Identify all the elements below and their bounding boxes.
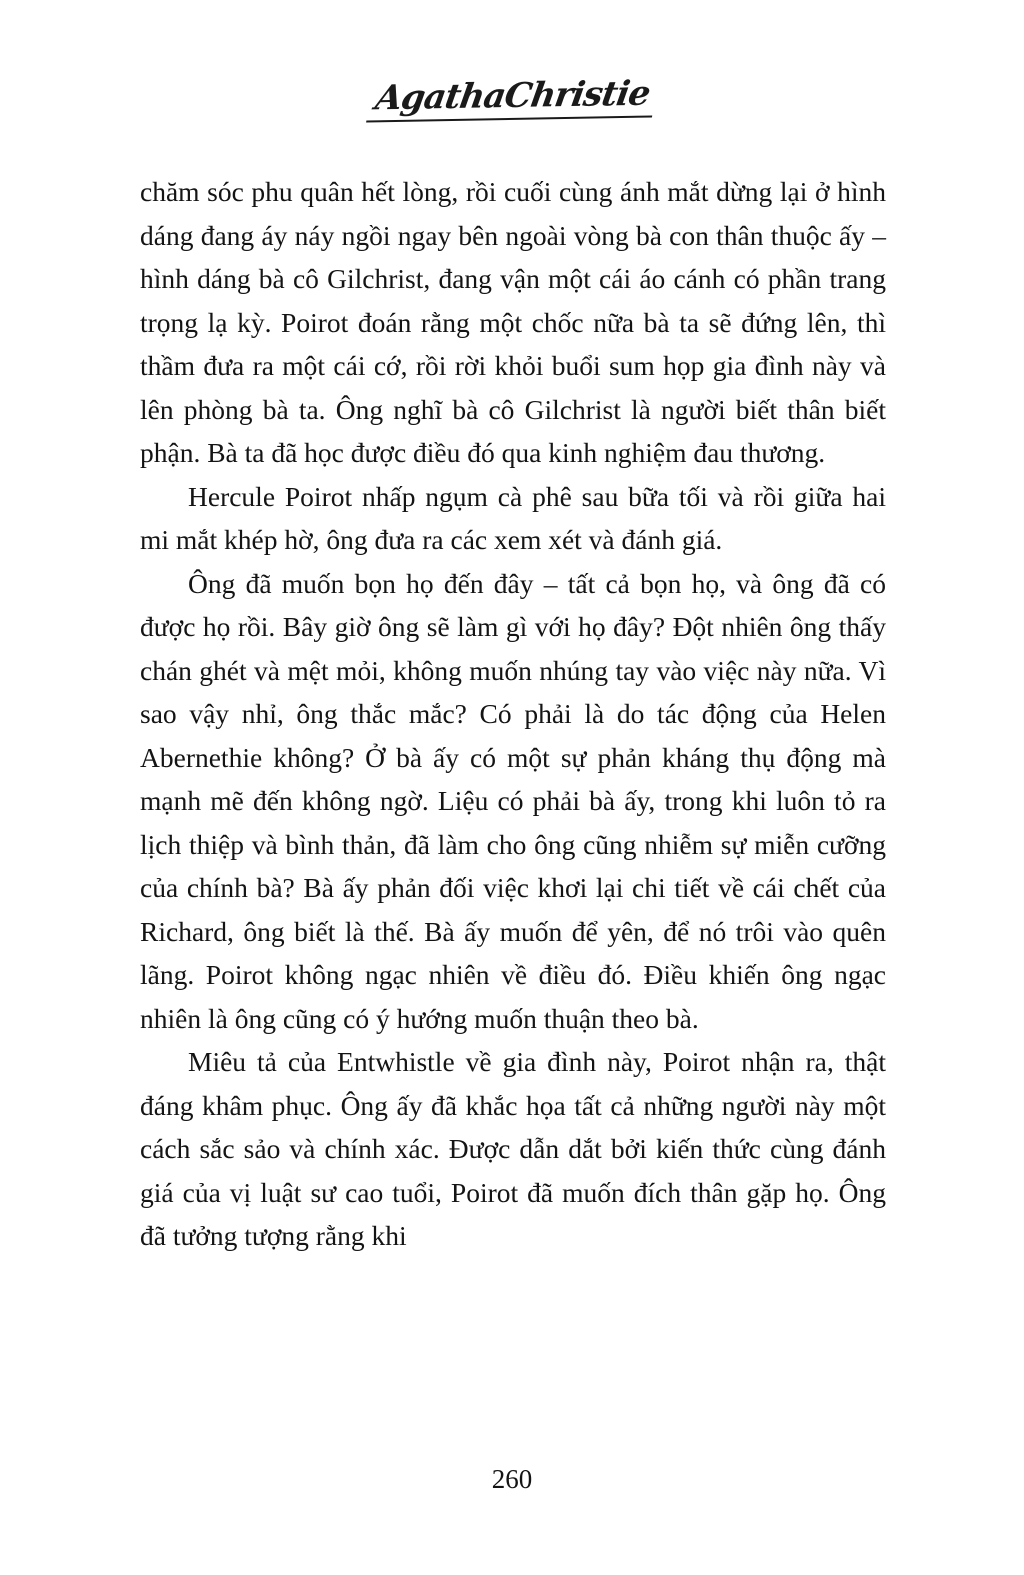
- page-number: 260: [491, 1464, 533, 1494]
- body-text-block: [140, 170, 886, 1258]
- paragraph: Ông đã muốn bọn họ đến đây – tất cả bọn họ, và ông đã có được họ rồi. Bây giờ ông sẽ làm gì với họ đây? Đột nhiên ông thấy chán ghét và mệt mỏi, không muốn nhúng tay vào việc này nữa. Vì sao vậy nhỉ, ông thắc mắc? Có phải là do tác động của Helen Abernethie không? Ở bà ấy có một sự phản kháng thụ động mà mạnh mẽ đến không ngờ. Liệu có phải bà ấy, trong khi luôn tỏ ra lịch thiệp và bình thản, đã làm cho ông cũng nhiễm sự miễn cưỡng của chính bà? Bà ấy phản đối việc khơi lại chi tiết về cái chết của Richard, ông biết là thế. Bà ấy muốn để yên, để nó trôi vào quên lãng. Poirot không ngạc nhiên về điều đó. Điều khiến ông ngạc nhiên là ông cũng có ý hướng muốn thuận theo bà.: [140, 567, 886, 1034]
- paragraph: Miêu tả của Entwhistle về gia đình này, Poirot nhận ra, thật đáng khâm phục. Ông ấy đã khắc họa tất cả những người này một cách sắc sảo và chính xác. Được dẫn dắt bởi kiến thức cùng đánh giá của vị luật sư cao tuổi, Poirot đã muốn đích thân gặp họ. Ông đã tưởng tượng rằng khi: [140, 1046, 886, 1251]
- paragraph: chăm sóc phu quân hết lòng, rồi cuối cùng ánh mắt dừng lại ở hình dáng đang áy náy ngồi ngay bên ngoài vòng bà con thân thuộc ấy – hình dáng bà cô Gilchrist, đang vận một cái áo cánh có phần trang trọng lạ kỳ. Poirot đoán rằng một chốc nữa bà ta sẽ đứng lên, thì thầm đưa ra một cái cớ, rồi rời khỏi buổi sum họp gia đình này và lên phòng bà ta. Ông nghĩ bà cô Gilchrist là người biết thân biết phận. Bà ta đã học được điều đó qua kinh nghiệm đau thương.: [140, 176, 886, 468]
- agatha-christie-signature-logo: AgathaChristie: [366, 74, 658, 123]
- publisher-logo-wrap: [0, 73, 1024, 120]
- paragraph: Hercule Poirot nhấp ngụm cà phê sau bữa tối và rồi giữa hai mi mắt khép hờ, ông đưa ra các xem xét và đánh giá.: [140, 480, 886, 555]
